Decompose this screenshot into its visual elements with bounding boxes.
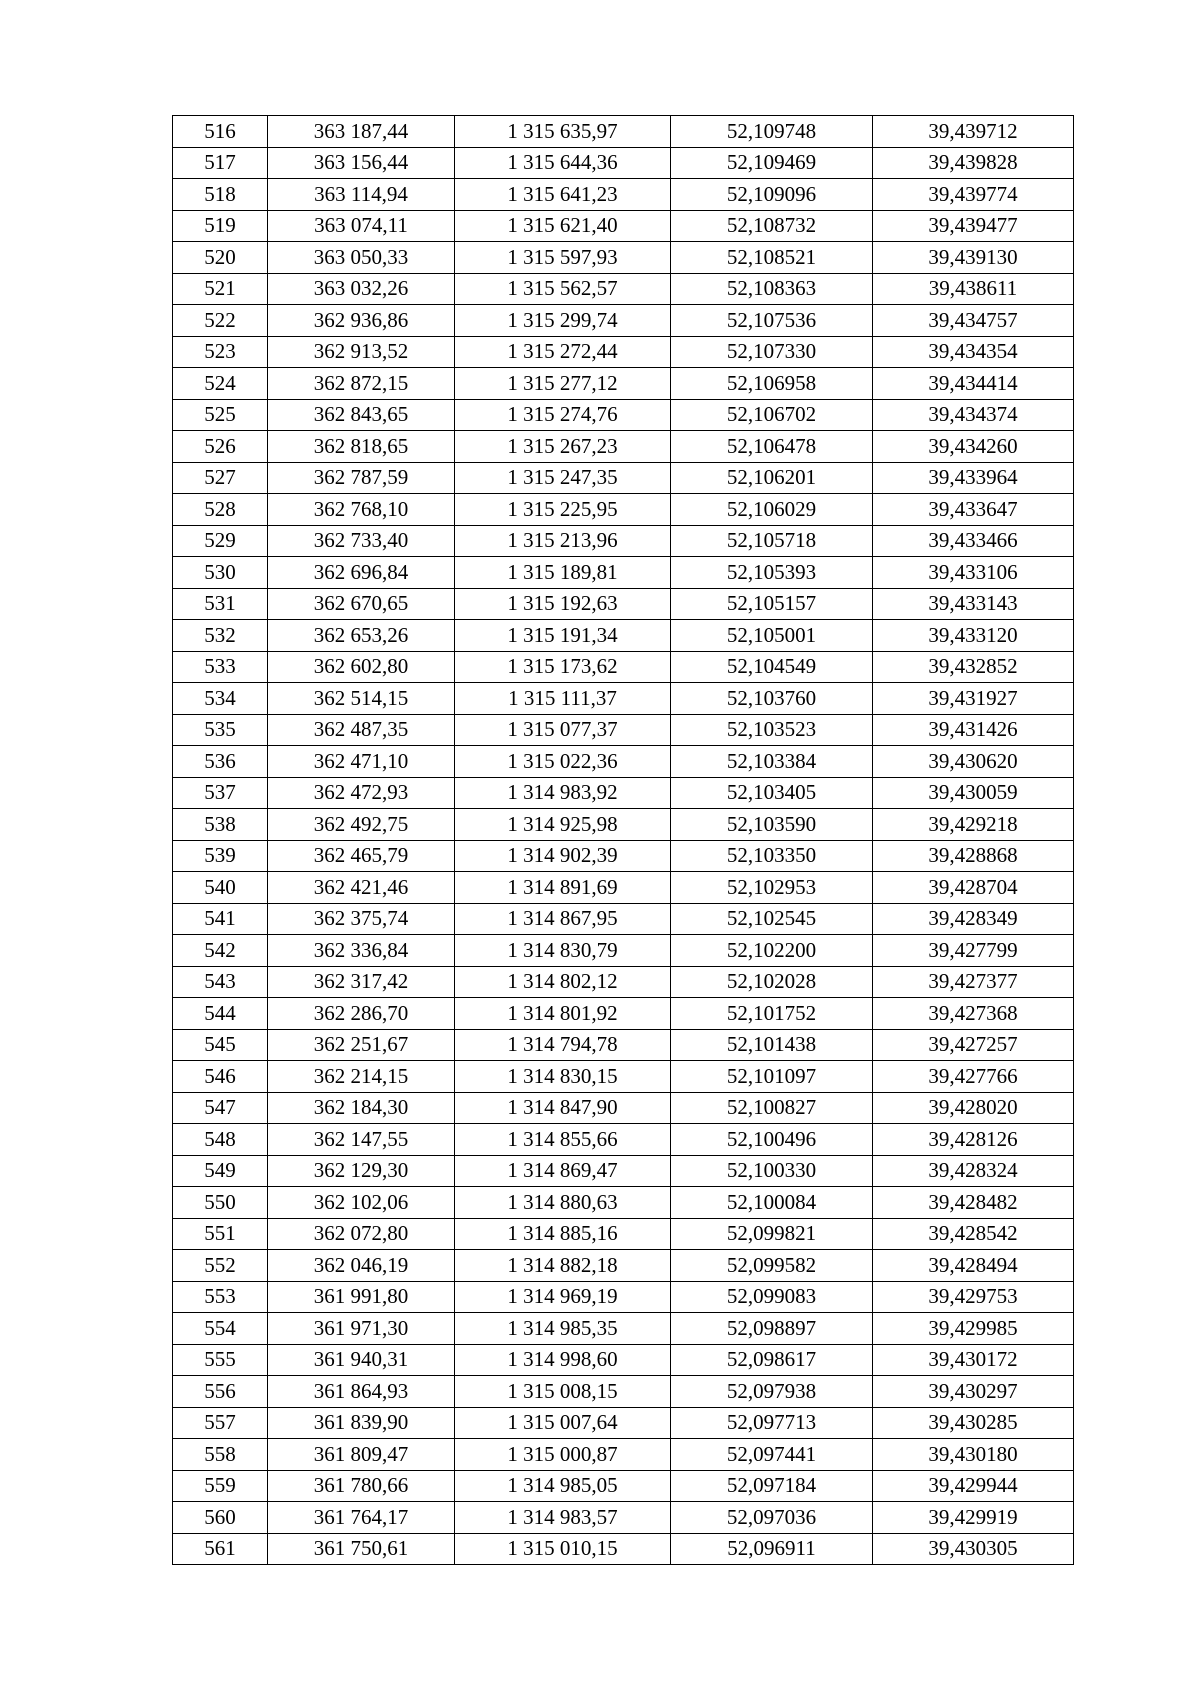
table-row bbox=[173, 399, 1074, 431]
latitude-cell: 52,106201 bbox=[671, 462, 873, 494]
latitude-cell: 52,101097 bbox=[671, 1061, 873, 1093]
longitude-cell: 39,429753 bbox=[873, 1281, 1074, 1313]
coordinate-y-cell: 1 314 847,90 bbox=[455, 1092, 671, 1124]
coordinate-y-cell: 1 314 983,57 bbox=[455, 1502, 671, 1534]
latitude-cell: 52,098897 bbox=[671, 1313, 873, 1345]
table-row bbox=[173, 1439, 1074, 1471]
table-row bbox=[173, 1376, 1074, 1408]
point-number-cell: 524 bbox=[173, 368, 268, 400]
table-row bbox=[173, 557, 1074, 589]
coordinate-x-cell: 363 050,33 bbox=[268, 242, 455, 274]
point-number-cell: 540 bbox=[173, 872, 268, 904]
longitude-cell: 39,428482 bbox=[873, 1187, 1074, 1219]
longitude-cell: 39,433120 bbox=[873, 620, 1074, 652]
latitude-cell: 52,097938 bbox=[671, 1376, 873, 1408]
latitude-cell: 52,103405 bbox=[671, 777, 873, 809]
table-row bbox=[173, 1533, 1074, 1565]
latitude-cell: 52,097184 bbox=[671, 1470, 873, 1502]
coordinate-y-cell: 1 314 802,12 bbox=[455, 966, 671, 998]
table-row bbox=[173, 1407, 1074, 1439]
coordinate-x-cell: 363 032,26 bbox=[268, 273, 455, 305]
coordinate-x-cell: 361 750,61 bbox=[268, 1533, 455, 1565]
coordinate-y-cell: 1 314 998,60 bbox=[455, 1344, 671, 1376]
coordinate-x-cell: 361 809,47 bbox=[268, 1439, 455, 1471]
latitude-cell: 52,106702 bbox=[671, 399, 873, 431]
point-number-cell: 537 bbox=[173, 777, 268, 809]
latitude-cell: 52,105001 bbox=[671, 620, 873, 652]
longitude-cell: 39,428704 bbox=[873, 872, 1074, 904]
coordinate-y-cell: 1 315 173,62 bbox=[455, 651, 671, 683]
table-row bbox=[173, 494, 1074, 526]
coordinate-x-cell: 362 102,06 bbox=[268, 1187, 455, 1219]
latitude-cell: 52,107536 bbox=[671, 305, 873, 337]
coordinate-x-cell: 361 839,90 bbox=[268, 1407, 455, 1439]
coordinate-x-cell: 362 046,19 bbox=[268, 1250, 455, 1282]
table-row bbox=[173, 1029, 1074, 1061]
latitude-cell: 52,109748 bbox=[671, 116, 873, 148]
point-number-cell: 533 bbox=[173, 651, 268, 683]
point-number-cell: 519 bbox=[173, 210, 268, 242]
table-row bbox=[173, 620, 1074, 652]
point-number-cell: 553 bbox=[173, 1281, 268, 1313]
point-number-cell: 526 bbox=[173, 431, 268, 463]
coordinate-x-cell: 362 787,59 bbox=[268, 462, 455, 494]
point-number-cell: 551 bbox=[173, 1218, 268, 1250]
coordinate-y-cell: 1 315 007,64 bbox=[455, 1407, 671, 1439]
coordinate-x-cell: 361 764,17 bbox=[268, 1502, 455, 1534]
coordinate-y-cell: 1 315 192,63 bbox=[455, 588, 671, 620]
table-row bbox=[173, 1470, 1074, 1502]
coordinate-y-cell: 1 314 830,79 bbox=[455, 935, 671, 967]
coordinate-y-cell: 1 315 267,23 bbox=[455, 431, 671, 463]
coordinate-x-cell: 362 492,75 bbox=[268, 809, 455, 841]
latitude-cell: 52,103523 bbox=[671, 714, 873, 746]
coordinate-y-cell: 1 315 247,35 bbox=[455, 462, 671, 494]
longitude-cell: 39,430180 bbox=[873, 1439, 1074, 1471]
table-row bbox=[173, 179, 1074, 211]
table-row bbox=[173, 714, 1074, 746]
longitude-cell: 39,434757 bbox=[873, 305, 1074, 337]
table-row bbox=[173, 1281, 1074, 1313]
longitude-cell: 39,427377 bbox=[873, 966, 1074, 998]
table-row bbox=[173, 1218, 1074, 1250]
coordinate-y-cell: 1 315 644,36 bbox=[455, 147, 671, 179]
latitude-cell: 52,102545 bbox=[671, 903, 873, 935]
coordinate-x-cell: 362 768,10 bbox=[268, 494, 455, 526]
coordinate-x-cell: 362 465,79 bbox=[268, 840, 455, 872]
longitude-cell: 39,429218 bbox=[873, 809, 1074, 841]
coordinate-y-cell: 1 315 225,95 bbox=[455, 494, 671, 526]
longitude-cell: 39,434374 bbox=[873, 399, 1074, 431]
longitude-cell: 39,431426 bbox=[873, 714, 1074, 746]
coordinate-x-cell: 361 780,66 bbox=[268, 1470, 455, 1502]
coordinate-x-cell: 361 864,93 bbox=[268, 1376, 455, 1408]
longitude-cell: 39,428349 bbox=[873, 903, 1074, 935]
coordinate-y-cell: 1 314 801,92 bbox=[455, 998, 671, 1030]
latitude-cell: 52,101438 bbox=[671, 1029, 873, 1061]
coordinate-x-cell: 362 487,35 bbox=[268, 714, 455, 746]
coordinate-y-cell: 1 314 985,05 bbox=[455, 1470, 671, 1502]
latitude-cell: 52,103760 bbox=[671, 683, 873, 715]
point-number-cell: 548 bbox=[173, 1124, 268, 1156]
longitude-cell: 39,434414 bbox=[873, 368, 1074, 400]
latitude-cell: 52,100496 bbox=[671, 1124, 873, 1156]
point-number-cell: 518 bbox=[173, 179, 268, 211]
table-row bbox=[173, 305, 1074, 337]
coordinate-y-cell: 1 314 855,66 bbox=[455, 1124, 671, 1156]
coordinate-y-cell: 1 315 641,23 bbox=[455, 179, 671, 211]
longitude-cell: 39,431927 bbox=[873, 683, 1074, 715]
coordinate-x-cell: 362 421,46 bbox=[268, 872, 455, 904]
table-row bbox=[173, 903, 1074, 935]
point-number-cell: 545 bbox=[173, 1029, 268, 1061]
coordinate-y-cell: 1 315 189,81 bbox=[455, 557, 671, 589]
latitude-cell: 52,109096 bbox=[671, 179, 873, 211]
point-number-cell: 559 bbox=[173, 1470, 268, 1502]
latitude-cell: 52,103590 bbox=[671, 809, 873, 841]
point-number-cell: 516 bbox=[173, 116, 268, 148]
point-number-cell: 546 bbox=[173, 1061, 268, 1093]
coordinate-x-cell: 362 936,86 bbox=[268, 305, 455, 337]
longitude-cell: 39,429944 bbox=[873, 1470, 1074, 1502]
table-row bbox=[173, 1313, 1074, 1345]
latitude-cell: 52,097441 bbox=[671, 1439, 873, 1471]
longitude-cell: 39,429919 bbox=[873, 1502, 1074, 1534]
table-row bbox=[173, 431, 1074, 463]
point-number-cell: 529 bbox=[173, 525, 268, 557]
latitude-cell: 52,099083 bbox=[671, 1281, 873, 1313]
coordinate-y-cell: 1 315 562,57 bbox=[455, 273, 671, 305]
table-row bbox=[173, 1092, 1074, 1124]
table-row bbox=[173, 588, 1074, 620]
longitude-cell: 39,427257 bbox=[873, 1029, 1074, 1061]
table-row bbox=[173, 1187, 1074, 1219]
coordinate-x-cell: 362 843,65 bbox=[268, 399, 455, 431]
coordinate-x-cell: 363 114,94 bbox=[268, 179, 455, 211]
table-row bbox=[173, 935, 1074, 967]
coordinate-y-cell: 1 315 077,37 bbox=[455, 714, 671, 746]
point-number-cell: 544 bbox=[173, 998, 268, 1030]
coordinate-x-cell: 362 147,55 bbox=[268, 1124, 455, 1156]
coordinate-x-cell: 362 129,30 bbox=[268, 1155, 455, 1187]
longitude-cell: 39,428542 bbox=[873, 1218, 1074, 1250]
table-row bbox=[173, 1344, 1074, 1376]
longitude-cell: 39,428126 bbox=[873, 1124, 1074, 1156]
latitude-cell: 52,102200 bbox=[671, 935, 873, 967]
longitude-cell: 39,433143 bbox=[873, 588, 1074, 620]
coordinate-y-cell: 1 315 597,93 bbox=[455, 242, 671, 274]
latitude-cell: 52,097036 bbox=[671, 1502, 873, 1534]
coordinate-x-cell: 361 940,31 bbox=[268, 1344, 455, 1376]
point-number-cell: 523 bbox=[173, 336, 268, 368]
longitude-cell: 39,428324 bbox=[873, 1155, 1074, 1187]
latitude-cell: 52,100330 bbox=[671, 1155, 873, 1187]
coordinate-y-cell: 1 315 010,15 bbox=[455, 1533, 671, 1565]
point-number-cell: 522 bbox=[173, 305, 268, 337]
coordinate-y-cell: 1 315 274,76 bbox=[455, 399, 671, 431]
coordinate-y-cell: 1 314 925,98 bbox=[455, 809, 671, 841]
point-number-cell: 558 bbox=[173, 1439, 268, 1471]
coordinate-x-cell: 363 187,44 bbox=[268, 116, 455, 148]
latitude-cell: 52,099582 bbox=[671, 1250, 873, 1282]
longitude-cell: 39,433466 bbox=[873, 525, 1074, 557]
coordinate-x-cell: 362 872,15 bbox=[268, 368, 455, 400]
coordinate-x-cell: 362 818,65 bbox=[268, 431, 455, 463]
point-number-cell: 536 bbox=[173, 746, 268, 778]
coordinate-x-cell: 362 317,42 bbox=[268, 966, 455, 998]
table-row bbox=[173, 368, 1074, 400]
longitude-cell: 39,438611 bbox=[873, 273, 1074, 305]
latitude-cell: 52,105157 bbox=[671, 588, 873, 620]
latitude-cell: 52,106478 bbox=[671, 431, 873, 463]
longitude-cell: 39,433647 bbox=[873, 494, 1074, 526]
table-row bbox=[173, 840, 1074, 872]
coordinates-table bbox=[172, 115, 1074, 1565]
coordinate-x-cell: 362 670,65 bbox=[268, 588, 455, 620]
table-row bbox=[173, 1502, 1074, 1534]
longitude-cell: 39,430305 bbox=[873, 1533, 1074, 1565]
coordinate-y-cell: 1 315 272,44 bbox=[455, 336, 671, 368]
table-row bbox=[173, 116, 1074, 148]
coordinate-y-cell: 1 315 621,40 bbox=[455, 210, 671, 242]
coordinate-x-cell: 363 156,44 bbox=[268, 147, 455, 179]
latitude-cell: 52,107330 bbox=[671, 336, 873, 368]
latitude-cell: 52,105718 bbox=[671, 525, 873, 557]
point-number-cell: 539 bbox=[173, 840, 268, 872]
coordinate-x-cell: 362 602,80 bbox=[268, 651, 455, 683]
latitude-cell: 52,104549 bbox=[671, 651, 873, 683]
coordinate-y-cell: 1 315 213,96 bbox=[455, 525, 671, 557]
coordinate-x-cell: 361 991,80 bbox=[268, 1281, 455, 1313]
table-row bbox=[173, 1155, 1074, 1187]
coordinate-x-cell: 361 971,30 bbox=[268, 1313, 455, 1345]
longitude-cell: 39,439477 bbox=[873, 210, 1074, 242]
longitude-cell: 39,429985 bbox=[873, 1313, 1074, 1345]
table-row bbox=[173, 966, 1074, 998]
coordinate-y-cell: 1 315 111,37 bbox=[455, 683, 671, 715]
point-number-cell: 520 bbox=[173, 242, 268, 274]
point-number-cell: 547 bbox=[173, 1092, 268, 1124]
point-number-cell: 538 bbox=[173, 809, 268, 841]
table-row bbox=[173, 1061, 1074, 1093]
coordinate-y-cell: 1 315 635,97 bbox=[455, 116, 671, 148]
point-number-cell: 554 bbox=[173, 1313, 268, 1345]
coordinate-x-cell: 362 913,52 bbox=[268, 336, 455, 368]
coordinate-y-cell: 1 315 277,12 bbox=[455, 368, 671, 400]
longitude-cell: 39,430620 bbox=[873, 746, 1074, 778]
latitude-cell: 52,109469 bbox=[671, 147, 873, 179]
longitude-cell: 39,427766 bbox=[873, 1061, 1074, 1093]
longitude-cell: 39,430285 bbox=[873, 1407, 1074, 1439]
longitude-cell: 39,439828 bbox=[873, 147, 1074, 179]
point-number-cell: 552 bbox=[173, 1250, 268, 1282]
latitude-cell: 52,098617 bbox=[671, 1344, 873, 1376]
point-number-cell: 542 bbox=[173, 935, 268, 967]
latitude-cell: 52,103384 bbox=[671, 746, 873, 778]
table-row bbox=[173, 273, 1074, 305]
point-number-cell: 535 bbox=[173, 714, 268, 746]
coordinate-y-cell: 1 315 022,36 bbox=[455, 746, 671, 778]
coordinate-y-cell: 1 314 891,69 bbox=[455, 872, 671, 904]
table-row bbox=[173, 242, 1074, 274]
point-number-cell: 534 bbox=[173, 683, 268, 715]
longitude-cell: 39,433964 bbox=[873, 462, 1074, 494]
latitude-cell: 52,099821 bbox=[671, 1218, 873, 1250]
coordinate-x-cell: 362 072,80 bbox=[268, 1218, 455, 1250]
coordinate-y-cell: 1 314 869,47 bbox=[455, 1155, 671, 1187]
longitude-cell: 39,434260 bbox=[873, 431, 1074, 463]
coordinate-y-cell: 1 314 885,16 bbox=[455, 1218, 671, 1250]
table-row bbox=[173, 462, 1074, 494]
point-number-cell: 550 bbox=[173, 1187, 268, 1219]
longitude-cell: 39,430172 bbox=[873, 1344, 1074, 1376]
coordinate-y-cell: 1 315 000,87 bbox=[455, 1439, 671, 1471]
table-row bbox=[173, 210, 1074, 242]
table-row bbox=[173, 809, 1074, 841]
point-number-cell: 527 bbox=[173, 462, 268, 494]
table-row bbox=[173, 147, 1074, 179]
longitude-cell: 39,430297 bbox=[873, 1376, 1074, 1408]
coordinate-y-cell: 1 314 983,92 bbox=[455, 777, 671, 809]
table-row bbox=[173, 336, 1074, 368]
latitude-cell: 52,106958 bbox=[671, 368, 873, 400]
longitude-cell: 39,432852 bbox=[873, 651, 1074, 683]
table-row bbox=[173, 683, 1074, 715]
longitude-cell: 39,430059 bbox=[873, 777, 1074, 809]
point-number-cell: 557 bbox=[173, 1407, 268, 1439]
latitude-cell: 52,096911 bbox=[671, 1533, 873, 1565]
point-number-cell: 541 bbox=[173, 903, 268, 935]
longitude-cell: 39,434354 bbox=[873, 336, 1074, 368]
longitude-cell: 39,427368 bbox=[873, 998, 1074, 1030]
coordinate-x-cell: 362 653,26 bbox=[268, 620, 455, 652]
point-number-cell: 525 bbox=[173, 399, 268, 431]
coordinate-x-cell: 362 696,84 bbox=[268, 557, 455, 589]
coordinate-x-cell: 362 214,15 bbox=[268, 1061, 455, 1093]
point-number-cell: 531 bbox=[173, 588, 268, 620]
latitude-cell: 52,103350 bbox=[671, 840, 873, 872]
point-number-cell: 549 bbox=[173, 1155, 268, 1187]
longitude-cell: 39,433106 bbox=[873, 557, 1074, 589]
table-row bbox=[173, 777, 1074, 809]
table-row bbox=[173, 1250, 1074, 1282]
coordinate-y-cell: 1 315 191,34 bbox=[455, 620, 671, 652]
coordinate-y-cell: 1 314 880,63 bbox=[455, 1187, 671, 1219]
coordinate-y-cell: 1 314 867,95 bbox=[455, 903, 671, 935]
longitude-cell: 39,439774 bbox=[873, 179, 1074, 211]
table-row bbox=[173, 525, 1074, 557]
longitude-cell: 39,439130 bbox=[873, 242, 1074, 274]
point-number-cell: 560 bbox=[173, 1502, 268, 1534]
latitude-cell: 52,108363 bbox=[671, 273, 873, 305]
point-number-cell: 561 bbox=[173, 1533, 268, 1565]
table-row bbox=[173, 1124, 1074, 1156]
table-row bbox=[173, 651, 1074, 683]
table-row bbox=[173, 872, 1074, 904]
coordinate-x-cell: 362 336,84 bbox=[268, 935, 455, 967]
longitude-cell: 39,428020 bbox=[873, 1092, 1074, 1124]
table-row bbox=[173, 998, 1074, 1030]
latitude-cell: 52,097713 bbox=[671, 1407, 873, 1439]
point-number-cell: 556 bbox=[173, 1376, 268, 1408]
longitude-cell: 39,428494 bbox=[873, 1250, 1074, 1282]
point-number-cell: 517 bbox=[173, 147, 268, 179]
latitude-cell: 52,106029 bbox=[671, 494, 873, 526]
coordinate-y-cell: 1 314 794,78 bbox=[455, 1029, 671, 1061]
coordinate-y-cell: 1 315 299,74 bbox=[455, 305, 671, 337]
table-row bbox=[173, 746, 1074, 778]
coordinate-y-cell: 1 314 902,39 bbox=[455, 840, 671, 872]
latitude-cell: 52,105393 bbox=[671, 557, 873, 589]
latitude-cell: 52,100827 bbox=[671, 1092, 873, 1124]
coordinate-y-cell: 1 314 830,15 bbox=[455, 1061, 671, 1093]
coordinate-x-cell: 362 733,40 bbox=[268, 525, 455, 557]
coordinate-y-cell: 1 314 882,18 bbox=[455, 1250, 671, 1282]
longitude-cell: 39,428868 bbox=[873, 840, 1074, 872]
coordinate-x-cell: 362 251,67 bbox=[268, 1029, 455, 1061]
coordinate-x-cell: 362 286,70 bbox=[268, 998, 455, 1030]
latitude-cell: 52,101752 bbox=[671, 998, 873, 1030]
latitude-cell: 52,108521 bbox=[671, 242, 873, 274]
point-number-cell: 528 bbox=[173, 494, 268, 526]
latitude-cell: 52,100084 bbox=[671, 1187, 873, 1219]
point-number-cell: 543 bbox=[173, 966, 268, 998]
coordinate-x-cell: 363 074,11 bbox=[268, 210, 455, 242]
longitude-cell: 39,439712 bbox=[873, 116, 1074, 148]
coordinate-x-cell: 362 471,10 bbox=[268, 746, 455, 778]
coordinate-x-cell: 362 472,93 bbox=[268, 777, 455, 809]
coordinate-x-cell: 362 514,15 bbox=[268, 683, 455, 715]
point-number-cell: 530 bbox=[173, 557, 268, 589]
point-number-cell: 555 bbox=[173, 1344, 268, 1376]
point-number-cell: 532 bbox=[173, 620, 268, 652]
coordinate-x-cell: 362 375,74 bbox=[268, 903, 455, 935]
coordinate-y-cell: 1 314 985,35 bbox=[455, 1313, 671, 1345]
coordinates-table-body bbox=[173, 116, 1074, 1565]
latitude-cell: 52,108732 bbox=[671, 210, 873, 242]
coordinate-y-cell: 1 315 008,15 bbox=[455, 1376, 671, 1408]
coordinate-y-cell: 1 314 969,19 bbox=[455, 1281, 671, 1313]
coordinate-x-cell: 362 184,30 bbox=[268, 1092, 455, 1124]
longitude-cell: 39,427799 bbox=[873, 935, 1074, 967]
point-number-cell: 521 bbox=[173, 273, 268, 305]
latitude-cell: 52,102953 bbox=[671, 872, 873, 904]
latitude-cell: 52,102028 bbox=[671, 966, 873, 998]
